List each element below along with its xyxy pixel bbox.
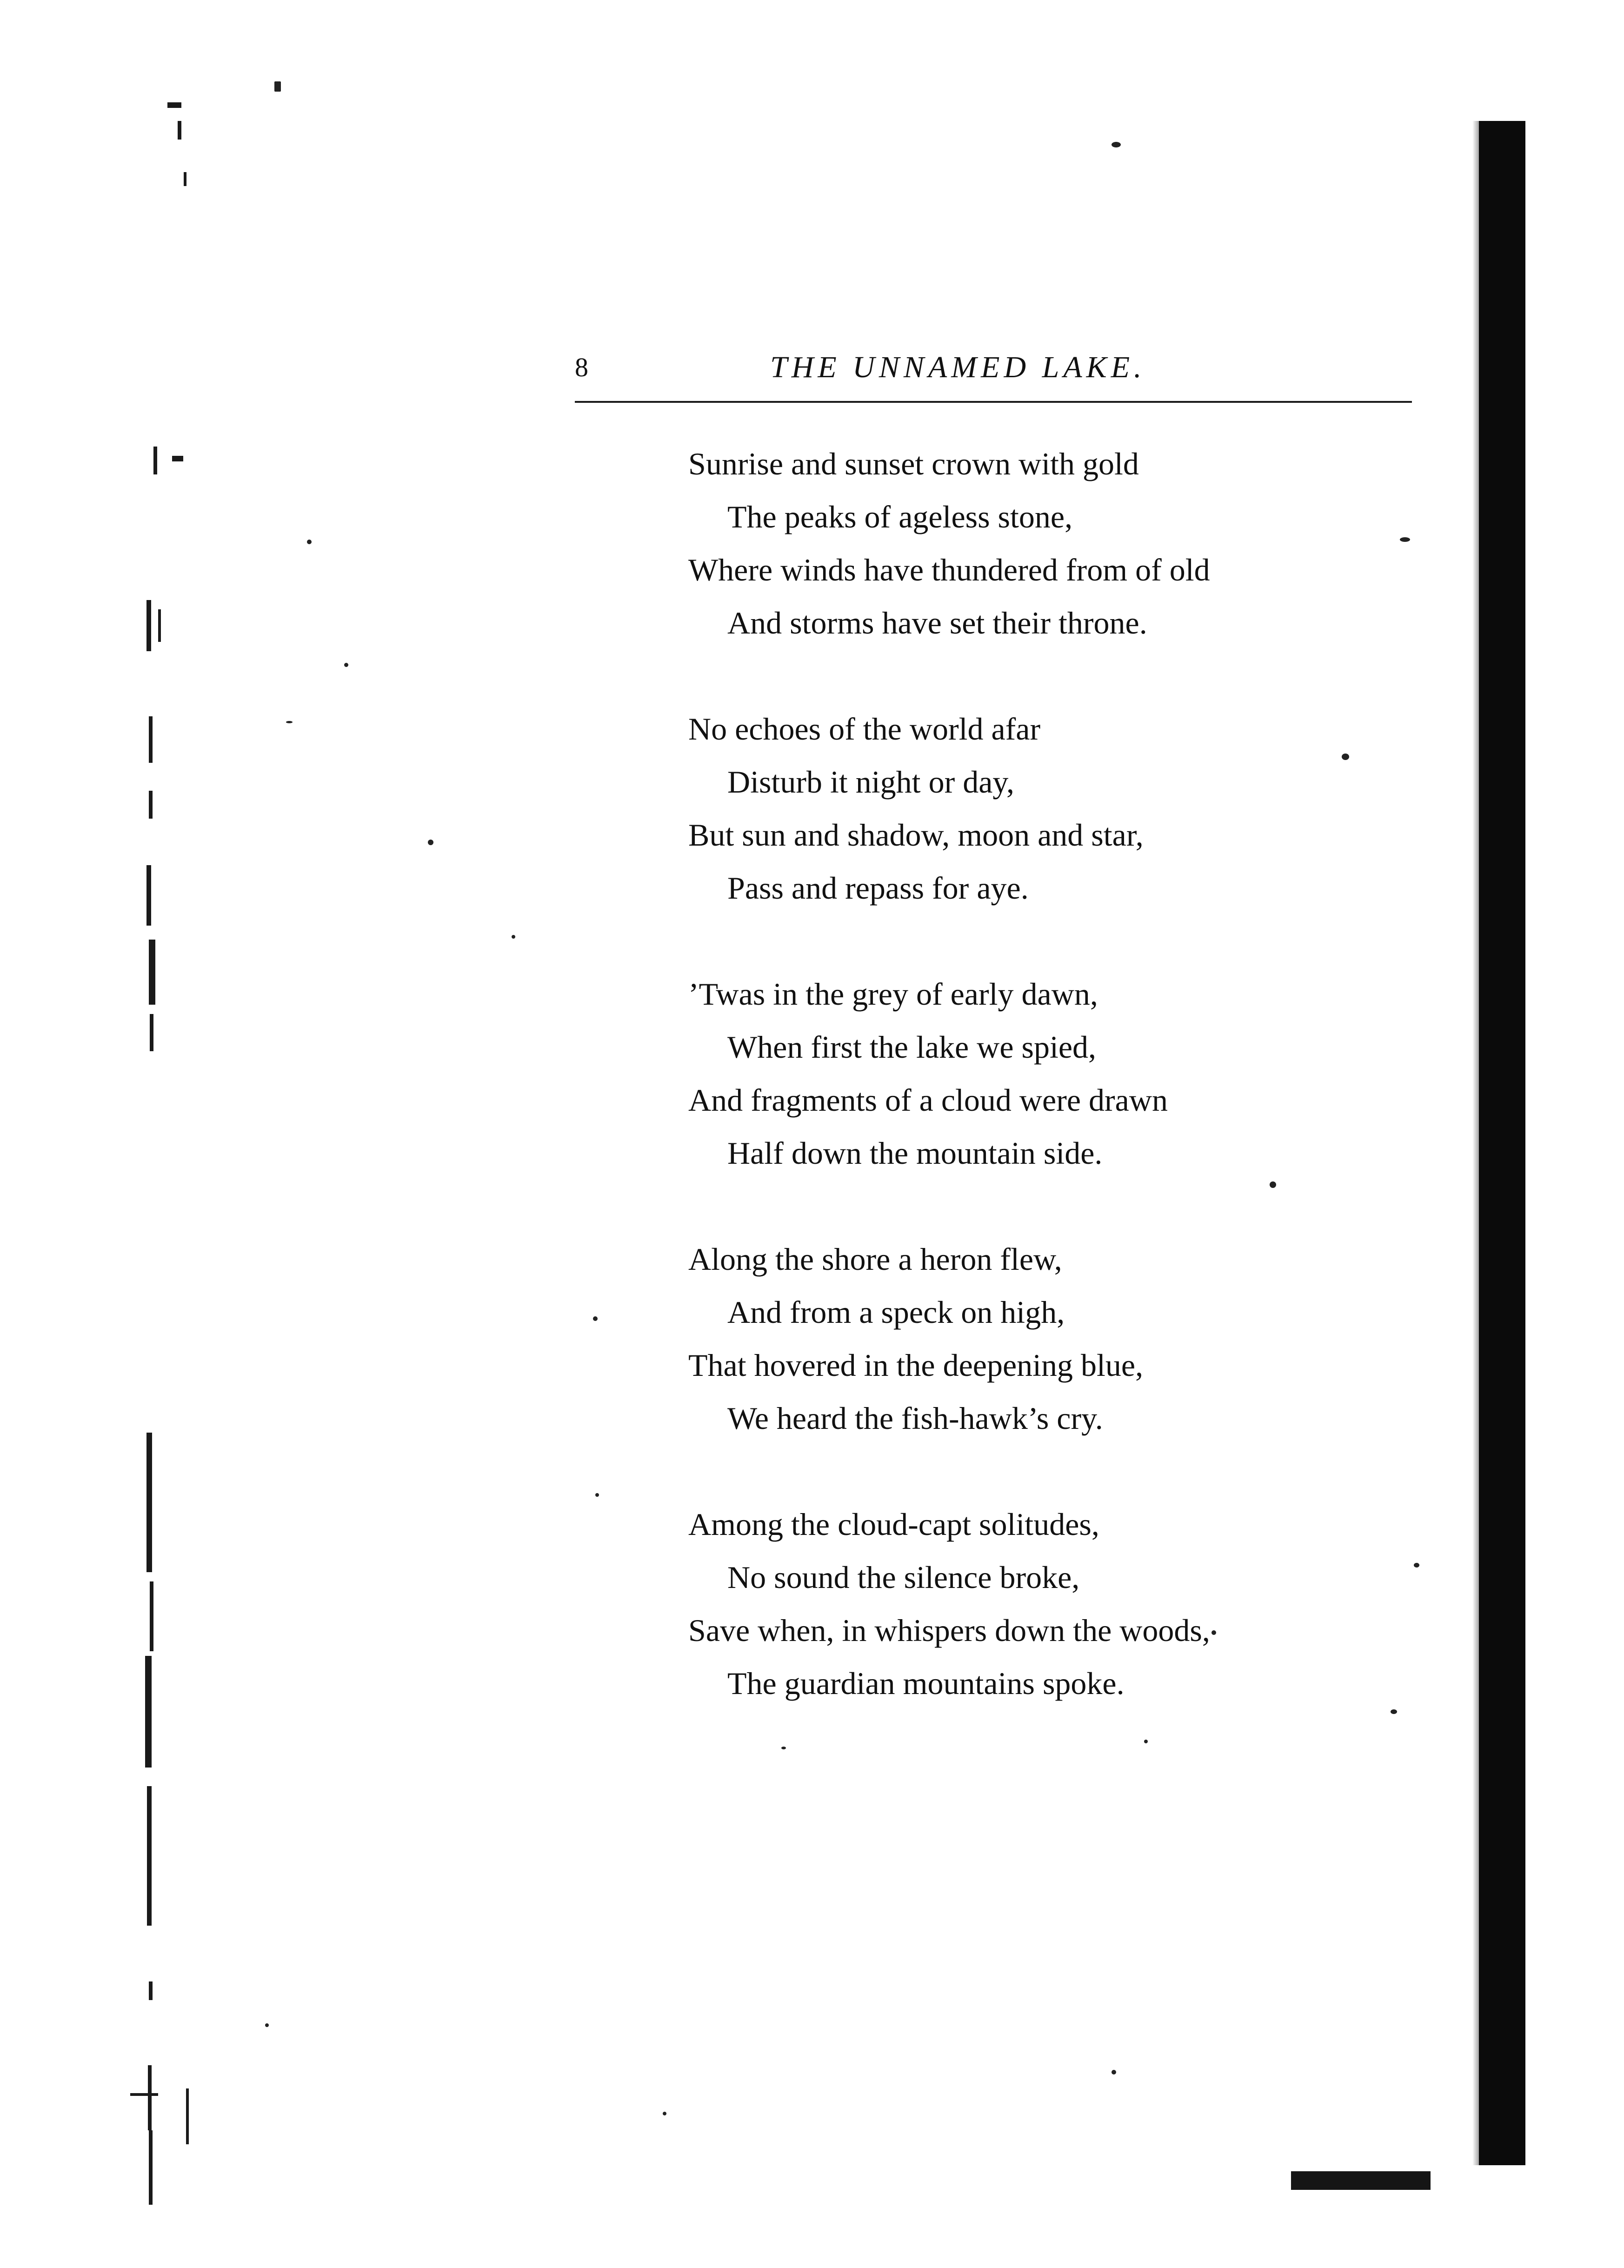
scan-speck: [1112, 2070, 1116, 2075]
poem-line: And from a speck on high,: [727, 1294, 1065, 1330]
running-title: THE UNNAMED LAKE.: [770, 350, 1146, 384]
poem-line: Save when, in whispers down the woods,: [688, 1613, 1210, 1648]
header-rule: [575, 401, 1412, 403]
stanza: [688, 1498, 1442, 1710]
poem-line: Among the cloud-capt solitudes,: [688, 1507, 1099, 1542]
stanza: [688, 437, 1442, 649]
poem-line: And storms have set their throne.: [727, 605, 1147, 640]
scan-speck: [595, 1493, 599, 1497]
poem-line: That hovered in the deepening blue,: [688, 1347, 1144, 1383]
scan-speck: [663, 2112, 666, 2115]
poem-line: We heard the fish-hawk’s cry.: [727, 1401, 1103, 1436]
poem-line: When first the lake we spied,: [727, 1029, 1097, 1065]
poem-line: Where winds have thundered from of old: [688, 552, 1210, 587]
poem-line: Along the shore a heron flew,: [688, 1241, 1062, 1277]
poem-line: But sun and shadow, moon and star,: [688, 817, 1144, 853]
poem-line: Sunrise and sunset crown with gold: [688, 446, 1139, 481]
poem-line: And fragments of a cloud were drawn: [688, 1082, 1168, 1118]
poem-line: Disturb it night or day,: [727, 764, 1014, 800]
scan-speck: [428, 840, 433, 845]
poem-line: ’Twas in the grey of early dawn,: [688, 976, 1098, 1012]
scan-speck: [307, 540, 312, 544]
stanza: [688, 967, 1442, 1180]
poem-line: The guardian mountains spoke.: [727, 1666, 1125, 1701]
scan-speck: [265, 2023, 269, 2027]
scan-speck: [593, 1316, 598, 1321]
page-number: 8: [575, 352, 588, 382]
binding-shadow-strip: [1479, 121, 1525, 2165]
scan-speck: [286, 721, 293, 723]
poem-line: Half down the mountain side.: [727, 1135, 1103, 1171]
poem: [688, 437, 1442, 1763]
left-edge-scan-noise: [140, 65, 191, 2168]
running-head: [575, 342, 1417, 398]
scan-speck: [344, 663, 348, 667]
stanza: [688, 1233, 1442, 1445]
poem-line: Pass and repass for aye.: [727, 870, 1029, 906]
poem-line: The peaks of ageless stone,: [727, 499, 1073, 534]
scan-edge-mark: [1291, 2171, 1431, 2190]
scan-speck: [512, 935, 515, 939]
stanza: [688, 702, 1442, 914]
poem-line: No sound the silence broke,: [727, 1560, 1080, 1595]
poem-line: No echoes of the world afar: [688, 711, 1041, 747]
scan-speck: [1112, 142, 1121, 147]
scan-speck: [274, 81, 281, 92]
